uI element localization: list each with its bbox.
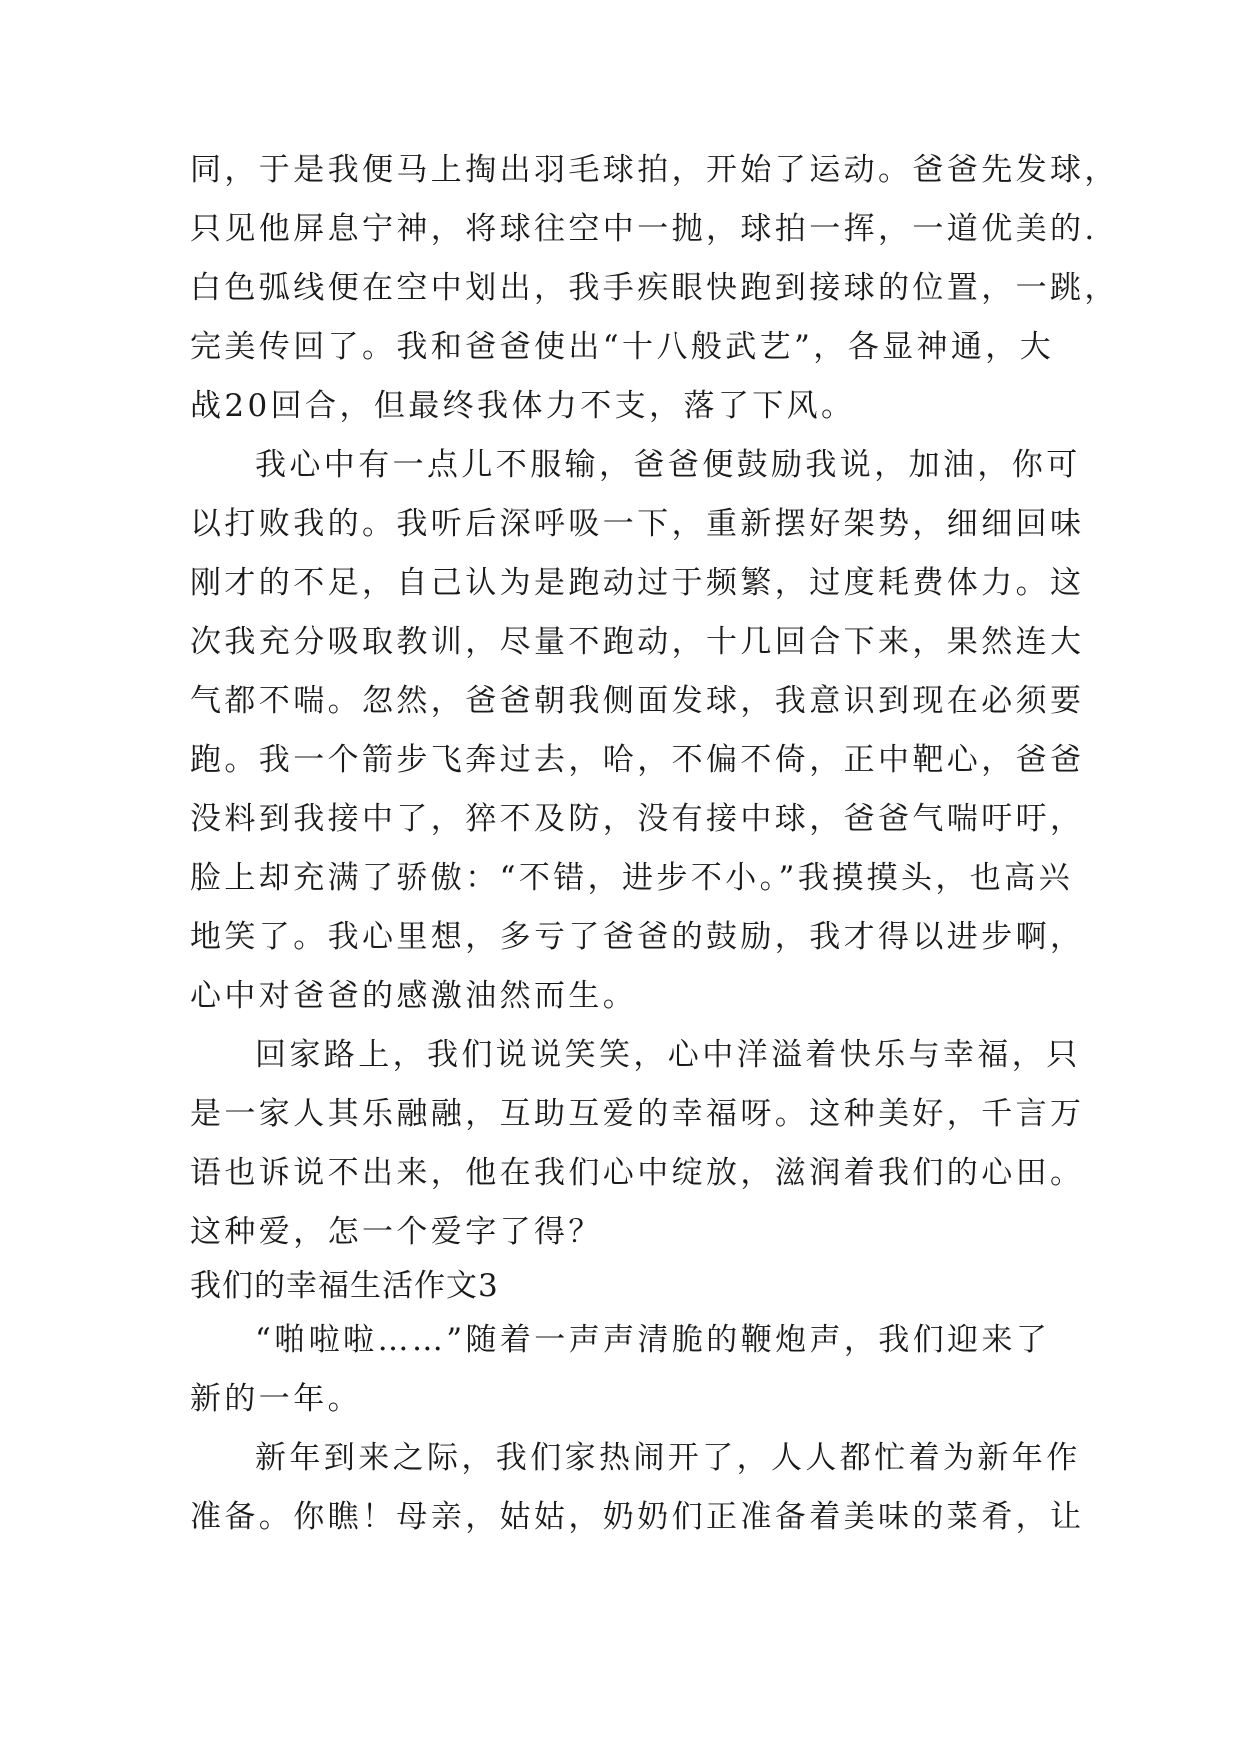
text-line: 以打败我的。我听后深呼吸一下，重新摆好架势，细细回味 (190, 506, 1085, 542)
text-line: 次我充分吸取教训，尽量不跑动，十几回合下来，果然连大 (190, 624, 1085, 660)
text-line: 完美传回了。我和爸爸使出“十八般武艺”，各显神通，大 (190, 329, 1055, 365)
paragraph-first-line: 新年到来之际，我们家热闹开了，人人都忙着为新年作 (255, 1440, 1081, 1476)
text-line: 白色弧线便在空中划出，我手疾眼快跑到接球的位置，一跳， (190, 270, 1119, 306)
text-line: 语也诉说不出来，他在我们心中绽放，滋润着我们的心田。 (190, 1155, 1085, 1191)
text-line: 战20回合，但最终我体力不支，落了下风。 (190, 388, 856, 424)
text-line: 只见他屏息宁神，将球往空中一抛，球拍一挥，一道优美的. (190, 211, 1098, 247)
text-line: 跑。我一个箭步飞奔过去，哈，不偏不倚，正中靶心，爸爸 (190, 742, 1085, 778)
text-line: 地笑了。我心里想，多亏了爸爸的鼓励，我才得以进步啊， (190, 919, 1085, 955)
paragraph-first-line: 回家路上，我们说说笑笑，心中洋溢着快乐与幸福，只 (255, 1037, 1081, 1073)
text-line: 心中对爸爸的感激油然而生。 (190, 978, 638, 1014)
text-line: 这种爱，怎一个爱字了得？ (190, 1214, 603, 1250)
text-line: 同，于是我便马上掏出羽毛球拍，开始了运动。爸爸先发球， (190, 152, 1119, 188)
text-line: 没料到我接中了，猝不及防，没有接中球，爸爸气喘吁吁， (190, 801, 1085, 837)
section-heading: 我们的幸福生活作文3 (190, 1268, 499, 1304)
text-line: 脸上却充满了骄傲：“不错，进步不小。”我摸摸头，也高兴 (190, 860, 1073, 896)
text-line: 准备。你瞧！母亲，姑姑，奶奶们正准备着美味的菜肴，让 (190, 1499, 1085, 1535)
text-line: 是一家人其乐融融，互助互爱的幸福呀。这种美好，千言万 (190, 1096, 1085, 1132)
text-line: 刚才的不足，自己认为是跑动过于频繁，过度耗费体力。这 (190, 565, 1085, 601)
paragraph-first-line: “啪啦啦……”随着一声声清脆的鞭炮声，我们迎来了 (255, 1322, 1051, 1358)
paragraph-first-line: 我心中有一点儿不服输，爸爸便鼓励我说，加油，你可 (255, 447, 1081, 483)
text-line: 气都不喘。忽然，爸爸朝我侧面发球，我意识到现在必须要 (190, 683, 1085, 719)
text-line: 新的一年。 (190, 1381, 362, 1417)
